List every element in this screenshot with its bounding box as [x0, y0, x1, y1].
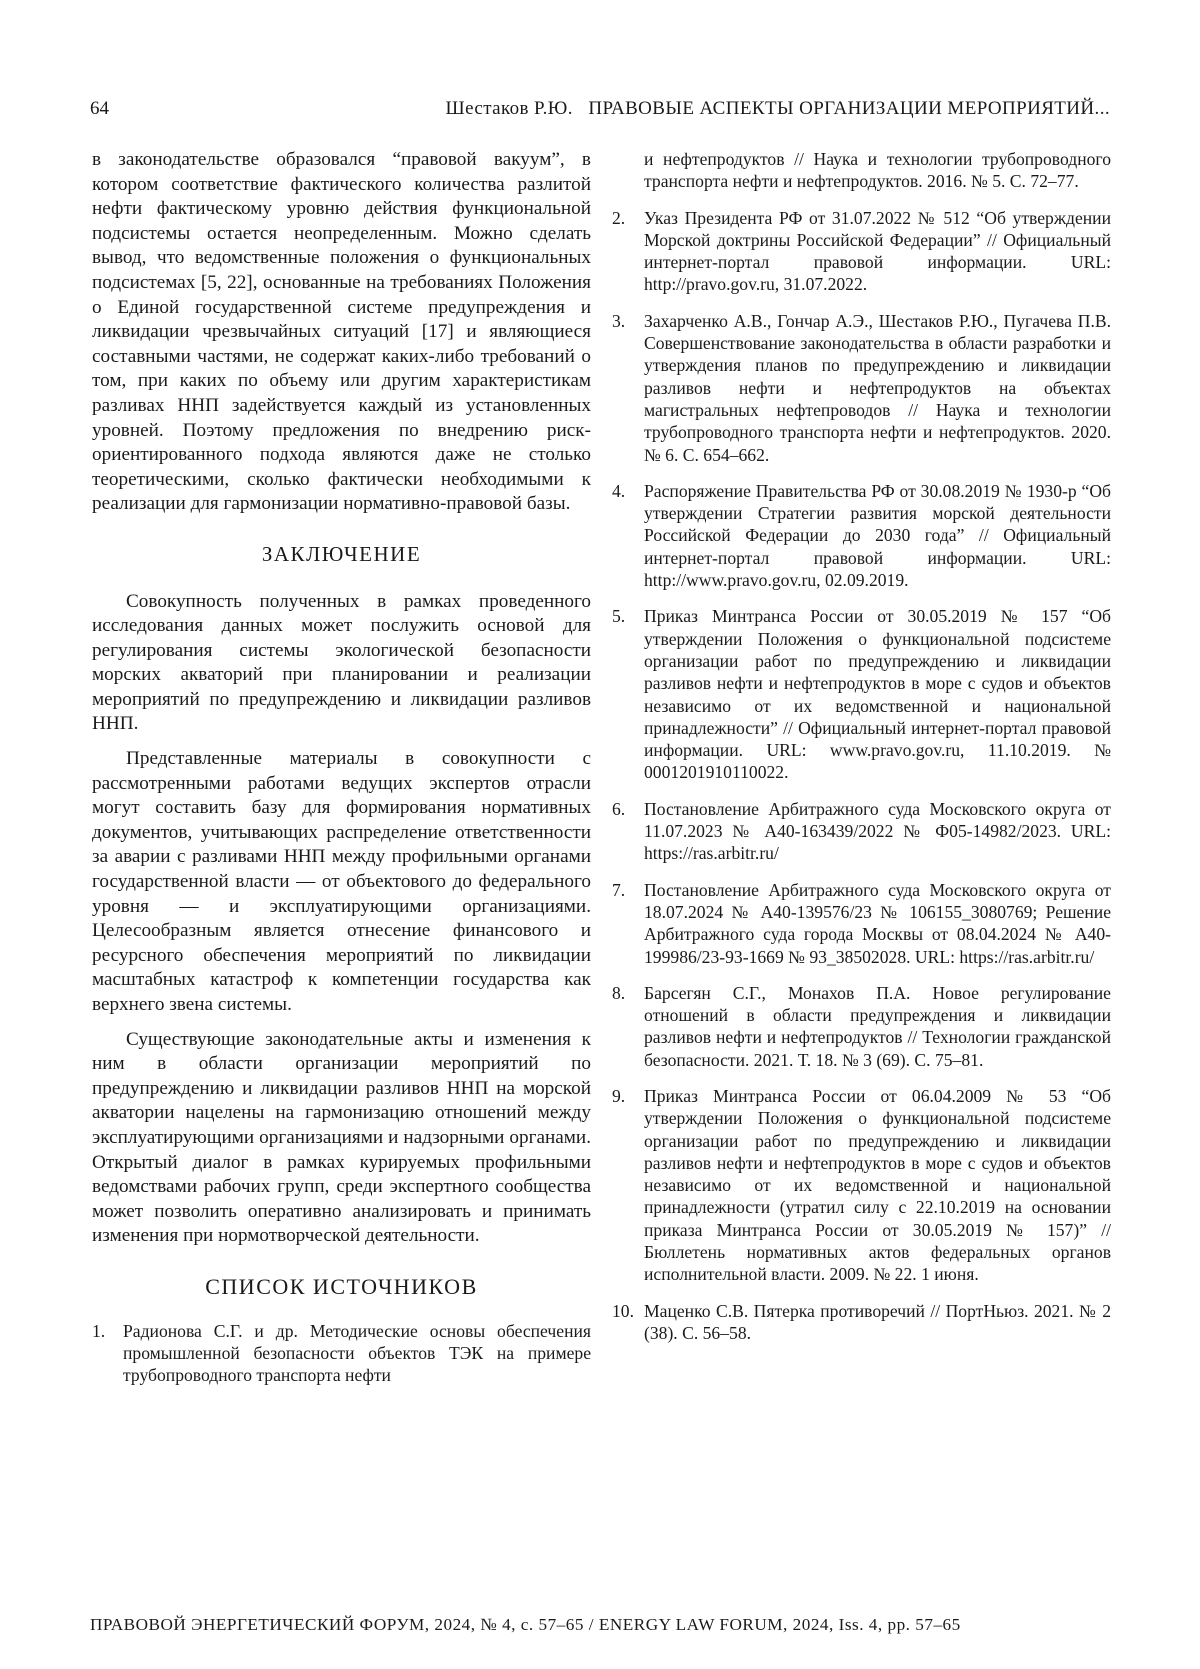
reference-number: 8. — [612, 982, 640, 1004]
reference-text: Постановление Арбитражного суда Московского округа от 18.07.2024 № А40-139576/23 № 106155_3080769; Решение Арбитражного суда города Москвы от 08.04.2024 № А40-199986/23-93-1669 № 93_38502028. URL: https://ras.arbitr.ru/ — [644, 879, 1111, 968]
conclusion-paragraph: Совокупность полученных в рамках проведенного исследования данных может послужить основой для регулирования системы экологической безопасности морских акваторий при планировании и реализации мероприятий по предупреждению и ликвидации разливов ННП. — [92, 590, 591, 738]
references-list — [92, 1320, 591, 1387]
reference-number: 10. — [612, 1300, 640, 1322]
reference-number: 2. — [612, 207, 640, 229]
reference-number: 3. — [612, 310, 640, 332]
reference-text: и нефтепродуктов // Наука и технологии трубопроводного транспорта нефти и нефтепродуктов. 2016. № 5. С. 72–77. — [644, 148, 1111, 193]
reference-item-continuation — [612, 148, 1111, 193]
reference-item — [612, 605, 1111, 783]
reference-item — [612, 310, 1111, 466]
reference-number: 4. — [612, 480, 640, 502]
reference-item — [612, 207, 1111, 296]
left-column — [92, 148, 591, 1400]
reference-text: Радионова С.Г. и др. Методические основы обеспечения промышленной безопасности объектов ТЭК на примере трубопроводного транспорта нефти — [123, 1320, 591, 1387]
reference-item — [612, 480, 1111, 591]
reference-text: Указ Президента РФ от 31.07.2022 № 512 “Об утверждении Морской доктрины Российской Федерации” // Официальный интернет-портал правовой информации. URL: http://pravo.gov.ru, 31.07.2022. — [644, 207, 1111, 296]
reference-number: 7. — [612, 879, 640, 901]
reference-text: Распоряжение Правительства РФ от 30.08.2019 № 1930-р “Об утверждении Стратегии развития морской деятельности Российской Федерации до 2030 года” // Официальный интернет-портал правовой информации. URL: http://www.pravo.gov.ru, 02.09.2019. — [644, 480, 1111, 591]
reference-text: Захарченко А.В., Гончар А.Э., Шестаков Р.Ю., Пугачева П.В. Совершенствование законодательства в области разработки и утверждения планов по предупреждению и ликвидации разливов нефти и нефтепродуктов на объектах магистральных нефтепроводов // Наука и технологии трубопроводного транспорта нефти и нефтепродуктов. 2020. № 6. С. 654–662. — [644, 310, 1111, 466]
references-heading: СПИСОК ИСТОЧНИКОВ — [92, 1275, 591, 1300]
reference-number: 5. — [612, 605, 640, 627]
reference-text: Маценко С.В. Пятерка противоречий // ПортНьюз. 2021. № 2 (38). С. 56–58. — [644, 1300, 1111, 1345]
references-list-continued — [612, 148, 1111, 1344]
reference-item — [612, 1300, 1111, 1345]
reference-item — [612, 879, 1111, 968]
journal-page — [0, 0, 1200, 1669]
right-column — [612, 148, 1111, 1358]
reference-item — [612, 1085, 1111, 1286]
reference-text: Приказ Минтранса России от 06.04.2009 № 53 “Об утверждении Положения о функциональной подсистеме организации работ по предупреждению и ликвидации разливов нефти и нефтепродуктов в море с судов и объектов независимо от их ведомственной и национальной принадлежности (утратил силу с 22.10.2019 на основании приказа Минтранса России от 30.05.2019 № 157)” // Бюллетень нормативных актов федеральных органов исполнительной власти. 2009. № 22. 1 июня. — [644, 1085, 1111, 1286]
reference-number: 6. — [612, 798, 640, 820]
reference-number: 9. — [612, 1085, 640, 1107]
reference-number: 1. — [92, 1320, 120, 1342]
conclusion-paragraph: Существующие законодательные акты и изменения к ним в области организации мероприятий по предупреждению и ликвидации разливов ННП на морской акватории нацелены на гармонизацию отношений между эксплуатирующими организациями и надзорными органами. Открытый диалог в рамках курируемых профильными ведомствами рабочих групп, среди экспертного сообщества может позволить оперативно анализировать и принимать изменения при нормотворческой деятельности. — [92, 1028, 591, 1249]
reference-item — [612, 982, 1111, 1071]
reference-text: Барсегян С.Г., Монахов П.А. Новое регулирование отношений в области предупреждения и ликвидации разливов нефти и нефтепродуктов // Технологии гражданской безопасности. 2021. Т. 18. № 3 (69). С. 75–81. — [644, 982, 1111, 1071]
conclusion-paragraph: Представленные материалы в совокупности с рассмотренными работами ведущих экспертов отрасли могут составить базу для формирования нормативных документов, учитывающих распределение ответственности за аварии с разливами ННП между профильными органами государственной власти — от объектового до федерального уровня — и эксплуатирующими организациями. Целесообразным является отнесение финансового и ресурсного обеспечения мероприятий по ликвидации масштабных катастроф к компетенции государства как верхнего звена системы. — [92, 747, 591, 1018]
reference-text: Постановление Арбитражного суда Московского округа от 11.07.2023 № А40-163439/2022 № Ф05-14982/2023. URL: https://ras.arbitr.ru/ — [644, 798, 1111, 865]
reference-item — [612, 798, 1111, 865]
reference-text: Приказ Минтранса России от 30.05.2019 № 157 “Об утверждении Положения о функциональной подсистеме организации работ по предупреждению и ликвидации разливов нефти и нефтепродуктов в море с судов и объектов независимо от их ведомственной и национальной принадлежности” // Официальный интернет-портал правовой информации. URL: www.pravo.gov.ru, 11.10.2019. № 0001201910110022. — [644, 605, 1111, 783]
journal-footer: ПРАВОВОЙ ЭНЕРГЕТИЧЕСКИЙ ФОРУМ, 2024, № 4, с. 57–65 / ENERGY LAW FORUM, 2024, Iss. 4, pp. 57–65 — [90, 1614, 1110, 1636]
conclusion-heading: ЗАКЛЮЧЕНИЕ — [92, 542, 591, 567]
page-number: 64 — [90, 96, 109, 122]
reference-item — [92, 1320, 591, 1387]
running-title: Шестаков Р.Ю. ПРАВОВЫЕ АСПЕКТЫ ОРГАНИЗАЦИИ МЕРОПРИЯТИЙ... — [446, 96, 1111, 122]
running-head — [90, 96, 1110, 122]
body-paragraph: в законодательстве образовался “правовой вакуум”, в котором соответствие фактического количества разлитой нефти фактическому уровню действия функциональной подсистемы остается неопределенным. Можно сделать вывод, что ведомственные положения о функциональных подсистемах [5, 22], основанные на требованиях Положения о Единой государственной системе предупреждения и ликвидации чрезвычайных ситуаций [17] и являющиеся составными частями, не содержат каких-либо требований о том, при каких по объему или другим характеристикам разливах ННП задействуется каждый из установленных уровней. Поэтому предложения по внедрению риск-ориентированного подхода являются даже не столько теоретическими, сколько фактически необходимыми к реализации для гармонизации нормативно-правовой базы. — [92, 148, 591, 517]
